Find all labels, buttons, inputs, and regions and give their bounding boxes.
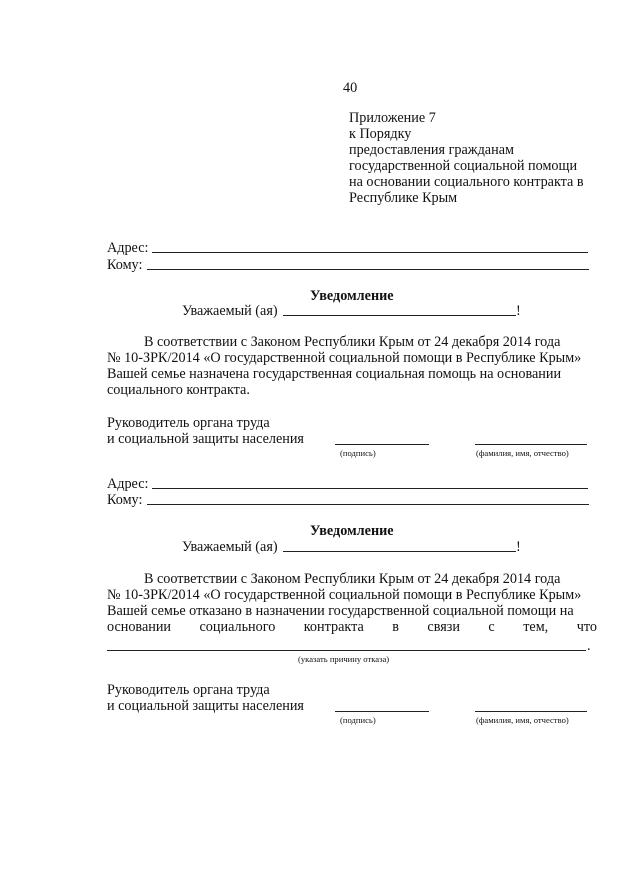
notice-heading: Уведомление [310,523,394,539]
appendix-line: предоставления гражданам [349,142,514,158]
body-text: В соответствии с Законом Республики Крым от 24 декабря 2014 года [144,334,561,350]
signer-title [107,682,304,714]
body-word: с [488,619,495,635]
signer-line: и социальной защиты населения [107,698,304,714]
to-label: Кому: [107,257,143,273]
signer-title [107,415,304,447]
body-line: социального контракта. [107,382,250,398]
full-name-field[interactable] [475,711,587,712]
full-name-caption: (фамилия, имя, отчество) [476,715,569,725]
appendix-line: Республике Крым [349,190,458,206]
body-word: контракта [303,619,364,635]
page-number: 40 [343,80,358,96]
signature-caption: (подпись) [340,715,376,725]
refusal-reason-field[interactable] [107,650,586,651]
address-label: Адрес: [107,240,149,256]
to-label: Кому: [107,492,143,508]
signer-line: Руководитель органа труда [107,682,270,698]
full-name-caption: (фамилия, имя, отчество) [476,448,569,458]
appendix-block [349,110,584,206]
body-line [107,334,597,350]
appendix-line: государственной социальной помощи [349,158,578,174]
greeting-exclamation: ! [516,303,521,319]
body-line: Вашей семье назначена государственная социальная помощь на основании [107,366,562,382]
recipient-field[interactable] [147,504,589,505]
signer-line: и социальной защиты населения [107,431,304,447]
body-word: связи [427,619,460,635]
body-text: В соответствии с Законом Республики Крым от 24 декабря 2014 года [144,571,561,587]
body-line: № 10-ЗРК/2014 «О государственной социальной помощи в Республике Крым» [107,350,582,366]
recipient-field[interactable] [147,269,589,270]
notice-body [107,334,597,398]
appendix-line: Приложение 7 [349,110,436,126]
signature-field[interactable] [335,444,429,445]
signature-field[interactable] [335,711,429,712]
body-word: в [392,619,399,635]
greeting-exclamation: ! [516,539,521,555]
body-line: Вашей семье отказано в назначении государственной социальной помощи на [107,603,574,619]
signature-caption: (подпись) [340,448,376,458]
notice-heading: Уведомление [310,288,394,304]
notice-body [107,571,597,635]
appendix-line: на основании социального контракта в [349,174,584,190]
signer-line: Руководитель органа труда [107,415,270,431]
address-field[interactable] [152,488,588,489]
appendix-line: к Порядку [349,126,412,142]
body-word: что [576,619,597,635]
body-word: тем, [523,619,549,635]
body-word: основании [107,619,172,635]
body-line [107,571,597,587]
body-word: социального [199,619,276,635]
reason-end: . [587,638,591,654]
greeting-label: Уважаемый (ая) [182,303,278,319]
full-name-field[interactable] [475,444,587,445]
body-line [107,619,597,635]
greeting-label: Уважаемый (ая) [182,539,278,555]
body-line: № 10-ЗРК/2014 «О государственной социальной помощи в Республике Крым» [107,587,582,603]
greeting-name-field[interactable] [283,315,516,316]
refusal-reason-caption: (указать причину отказа) [298,654,390,664]
greeting-name-field[interactable] [283,551,516,552]
address-field[interactable] [152,252,588,253]
address-label: Адрес: [107,476,149,492]
